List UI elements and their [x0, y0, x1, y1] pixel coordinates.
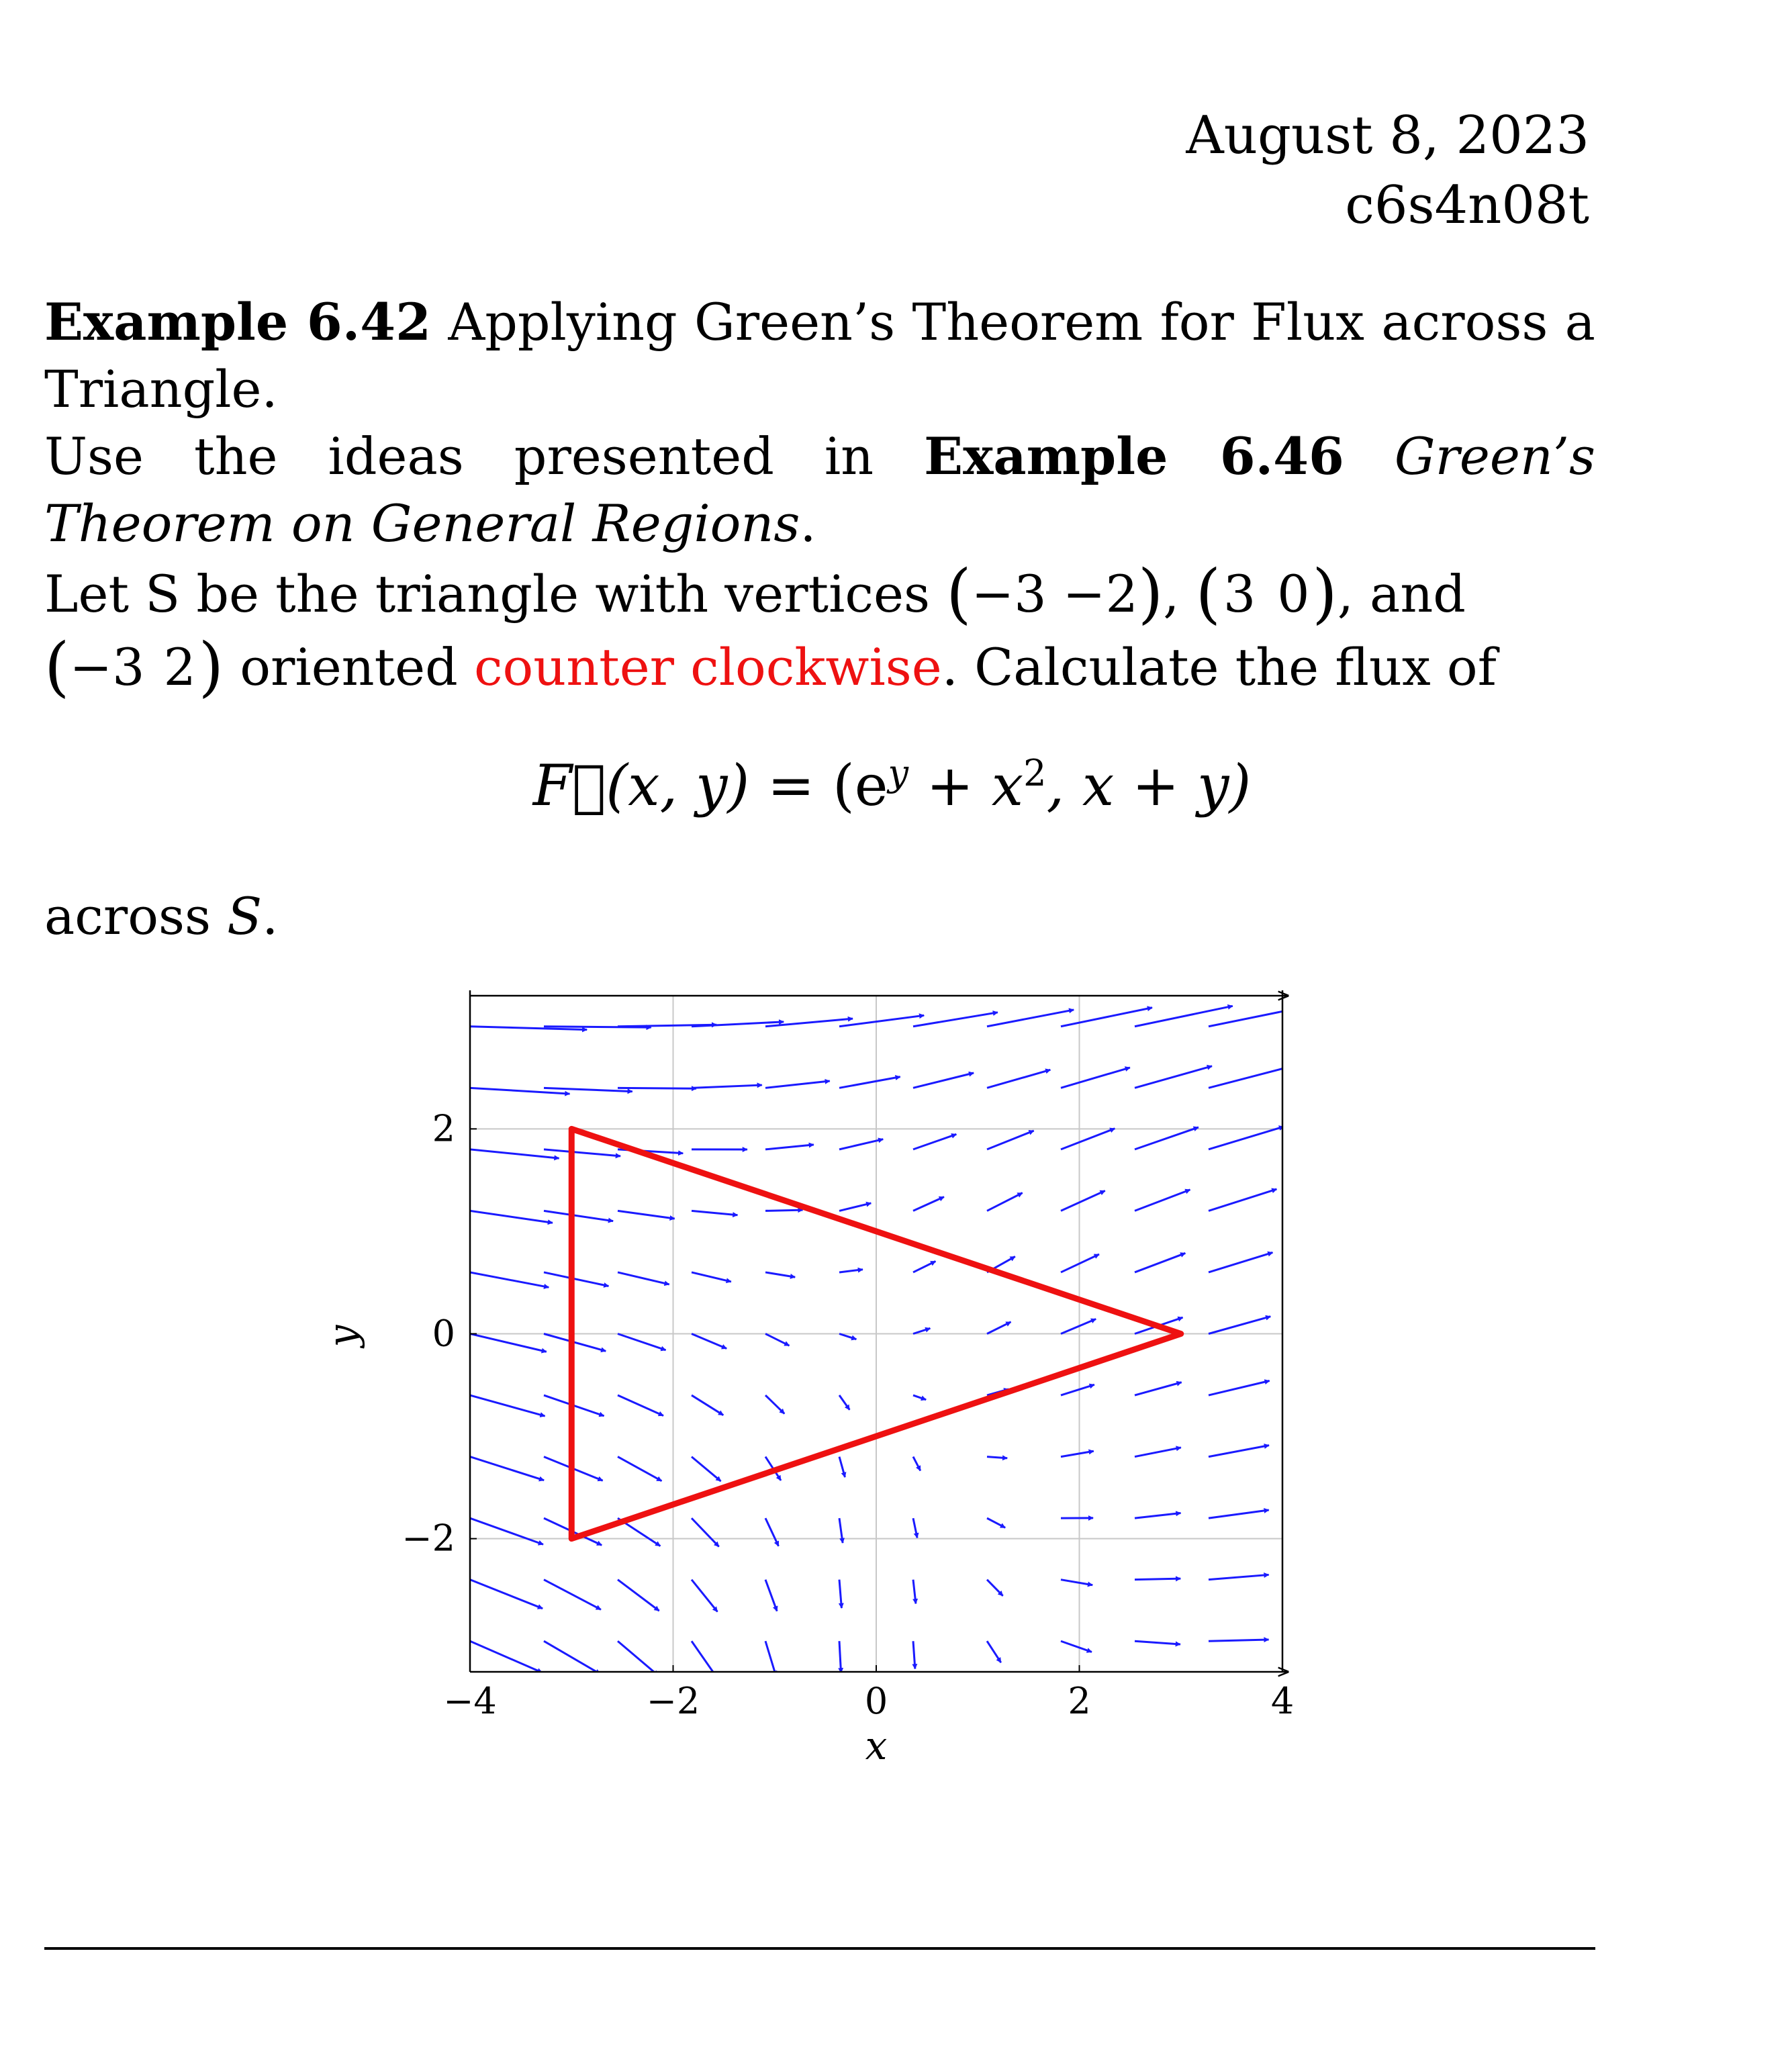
example-title: Applying Green’s Theorem for Flux across a Triangle.	[44, 292, 1595, 419]
field-arrow	[839, 1580, 841, 1608]
field-arrow	[1061, 1190, 1105, 1211]
field-arrow	[987, 1641, 1001, 1662]
field-arrow	[913, 1328, 930, 1333]
field-arrow	[544, 1334, 606, 1352]
field-arrow	[692, 1457, 721, 1481]
field-arrow	[1282, 1380, 1358, 1395]
field-arrow	[1061, 1319, 1096, 1333]
field-arrow	[1135, 1641, 1180, 1644]
field-arrow	[839, 1395, 849, 1410]
field-arrow	[765, 1395, 784, 1414]
closing-across: across	[44, 886, 211, 946]
field-arrow	[544, 1149, 620, 1156]
field-arrow	[618, 1334, 666, 1350]
vertex-2-y: 0	[1277, 564, 1310, 624]
y-tick-label: 0	[432, 1312, 455, 1355]
instruction-ref-title: Green’s Theorem on General Regions	[44, 426, 1595, 553]
field-arrow	[913, 1457, 921, 1471]
field-arrow	[1061, 1129, 1115, 1149]
field-arrow	[765, 1145, 814, 1149]
formula-second: , x + y)	[1046, 753, 1252, 818]
field-arrow	[1282, 1636, 1357, 1641]
field-arrow	[765, 1641, 776, 1676]
field-arrow	[1282, 1189, 1364, 1211]
field-arrow	[1135, 1066, 1212, 1088]
field-arrow	[1209, 1381, 1270, 1396]
formula-sup-2: 2	[1023, 752, 1047, 794]
x-tick-label: 0	[864, 1680, 888, 1722]
field-arrow	[1061, 1580, 1092, 1585]
field-arrow	[1135, 1448, 1181, 1457]
instruction-pre: Use the ideas presented in	[44, 426, 874, 486]
field-arrow	[1282, 1316, 1359, 1334]
field-arrow	[692, 1211, 737, 1215]
problem-oriented: oriented	[240, 637, 458, 697]
field-arrow	[1282, 1126, 1370, 1149]
field-arrow	[987, 1131, 1034, 1149]
field-arrow	[1135, 1253, 1185, 1272]
field-arrow	[1209, 1510, 1269, 1518]
field-arrow	[1209, 1252, 1272, 1272]
document-code: c6s4n08t	[1345, 175, 1589, 236]
footer-rule	[44, 1947, 1595, 1950]
field-arrow	[987, 1457, 1007, 1458]
field-arrow	[618, 1457, 661, 1481]
field-arrow	[839, 1270, 863, 1272]
field-arrow	[470, 1211, 553, 1223]
formula-sup-y: y	[888, 752, 908, 794]
field-arrow	[839, 1641, 841, 1673]
field-arrow	[618, 1272, 669, 1284]
field-arrow	[470, 1457, 544, 1480]
x-tick-label: −4	[443, 1680, 497, 1722]
field-arrow	[839, 1334, 856, 1339]
field-arrow	[1061, 1641, 1092, 1652]
field-arrow	[618, 1395, 663, 1415]
vertex-1-x: −3	[971, 564, 1047, 624]
field-arrow	[1209, 1317, 1270, 1334]
field-arrow	[1282, 1508, 1358, 1518]
field-arrow	[470, 1334, 547, 1352]
y-tick-label: −2	[402, 1517, 455, 1560]
field-arrow	[618, 1641, 658, 1675]
field-arrow	[913, 1073, 974, 1088]
field-arrow	[544, 1641, 600, 1674]
field-arrow	[1061, 1384, 1094, 1395]
field-arrow	[692, 1334, 726, 1349]
field-arrow	[1282, 1252, 1360, 1272]
vertex-3: (−3 2)	[44, 629, 224, 704]
field-arrow	[765, 1272, 795, 1277]
field-arrow	[1135, 1190, 1190, 1211]
problem-text1: Let S be the triangle with vertices	[44, 564, 930, 624]
field-arrow	[987, 1193, 1023, 1211]
field-arrow	[765, 1210, 803, 1211]
closing-end: .	[262, 886, 279, 946]
vertex-1-y: −2	[1062, 564, 1138, 624]
field-arrow	[1061, 1068, 1130, 1088]
field-arrow	[1209, 1640, 1269, 1641]
field-arrow	[618, 1211, 675, 1219]
vertex-3-y: 2	[163, 637, 196, 697]
field-arrow	[913, 1641, 915, 1668]
field-arrow	[692, 1580, 717, 1612]
field-arrow	[470, 1149, 559, 1158]
field-arrow	[1135, 1127, 1199, 1149]
field-arrow	[765, 1081, 830, 1088]
field-arrow	[692, 1272, 731, 1282]
field-arrow	[765, 1580, 777, 1611]
field-arrow	[470, 1580, 543, 1609]
instruction-ref-label: Example 6.46	[924, 426, 1344, 486]
field-arrow	[470, 1272, 549, 1287]
x-axis-label: x	[865, 1723, 888, 1769]
field-arrow	[839, 1203, 871, 1211]
field-arrow	[1209, 1574, 1269, 1579]
vertex-1: (−3 −2)	[946, 556, 1164, 631]
field-arrow	[1061, 1008, 1152, 1027]
field-arrow	[913, 1197, 944, 1211]
field-arrow	[839, 1015, 924, 1026]
field-arrow	[913, 1134, 956, 1149]
x-tick-label: 4	[1270, 1680, 1295, 1722]
field-arrow	[1209, 1189, 1276, 1211]
field-arrow	[470, 1395, 545, 1416]
field-arrow	[1209, 1127, 1284, 1149]
field-arrow	[987, 1580, 1003, 1596]
field-arrow	[765, 1334, 789, 1346]
field-arrow	[839, 1457, 845, 1477]
formula-rest: + x	[908, 753, 1024, 818]
field-arrow	[692, 1395, 723, 1415]
field-arrow	[544, 1272, 608, 1286]
y-axis-label: y	[320, 1325, 365, 1348]
field-arrow	[1135, 1579, 1180, 1580]
instruction-post: .	[800, 493, 816, 553]
grid-lines	[470, 996, 1282, 1672]
vertex-2: (3 0)	[1195, 556, 1337, 631]
field-arrow	[913, 1518, 917, 1538]
field-arrow	[544, 1211, 613, 1221]
field-arrow	[987, 1070, 1050, 1088]
field-arrow	[1282, 1065, 1381, 1088]
field-arrow	[987, 1518, 1005, 1527]
formula-lhs: F⃗(x, y) =	[532, 753, 815, 818]
x-tick-label: −2	[646, 1680, 700, 1722]
field-arrow	[987, 1322, 1011, 1334]
vertex-2-x: 3	[1223, 564, 1256, 624]
field-arrow	[470, 1518, 543, 1544]
field-arrow	[1282, 1004, 1399, 1027]
field-arrow	[692, 1085, 762, 1088]
field-arrow	[1282, 1444, 1358, 1456]
x-tick-label: 2	[1068, 1680, 1091, 1722]
field-arrow	[913, 1013, 998, 1027]
date: August 8, 2023	[1186, 105, 1589, 166]
field-arrow	[1135, 1382, 1182, 1395]
vertex-3-x: −3	[69, 637, 145, 697]
formula-rhs: (e	[832, 753, 888, 818]
problem-statement: Let S be the triangle with vertices (−3 −2), (3 0), and (−3 2) oriented counter clockwise. Calculate the flux of	[44, 556, 1497, 704]
field-arrow	[913, 1262, 935, 1272]
field-arrow	[692, 1518, 719, 1546]
field-arrow	[987, 1010, 1074, 1027]
closing-set: S	[227, 886, 263, 946]
field-arrow	[1282, 1572, 1357, 1580]
field-arrow	[765, 1518, 778, 1546]
field-arrow	[470, 1641, 542, 1673]
field-arrow	[913, 1580, 916, 1604]
vector-field-arrows	[470, 1004, 1399, 1677]
problem-and: , and	[1337, 564, 1466, 624]
example-label: Example 6.42	[44, 292, 432, 352]
y-tick-label: 2	[432, 1107, 455, 1150]
field-arrow	[839, 1077, 900, 1088]
field-arrow	[544, 1580, 601, 1610]
tick-labels	[402, 1107, 1294, 1722]
problem-text2: . Calculate the flux of	[941, 637, 1497, 697]
orientation-text: counter clockwise	[473, 637, 942, 697]
field-arrow	[1209, 1446, 1269, 1457]
field-arrow	[913, 1395, 926, 1400]
field-arrow	[1061, 1451, 1094, 1456]
field-arrow	[618, 1580, 659, 1611]
field-arrow	[1135, 1513, 1181, 1518]
